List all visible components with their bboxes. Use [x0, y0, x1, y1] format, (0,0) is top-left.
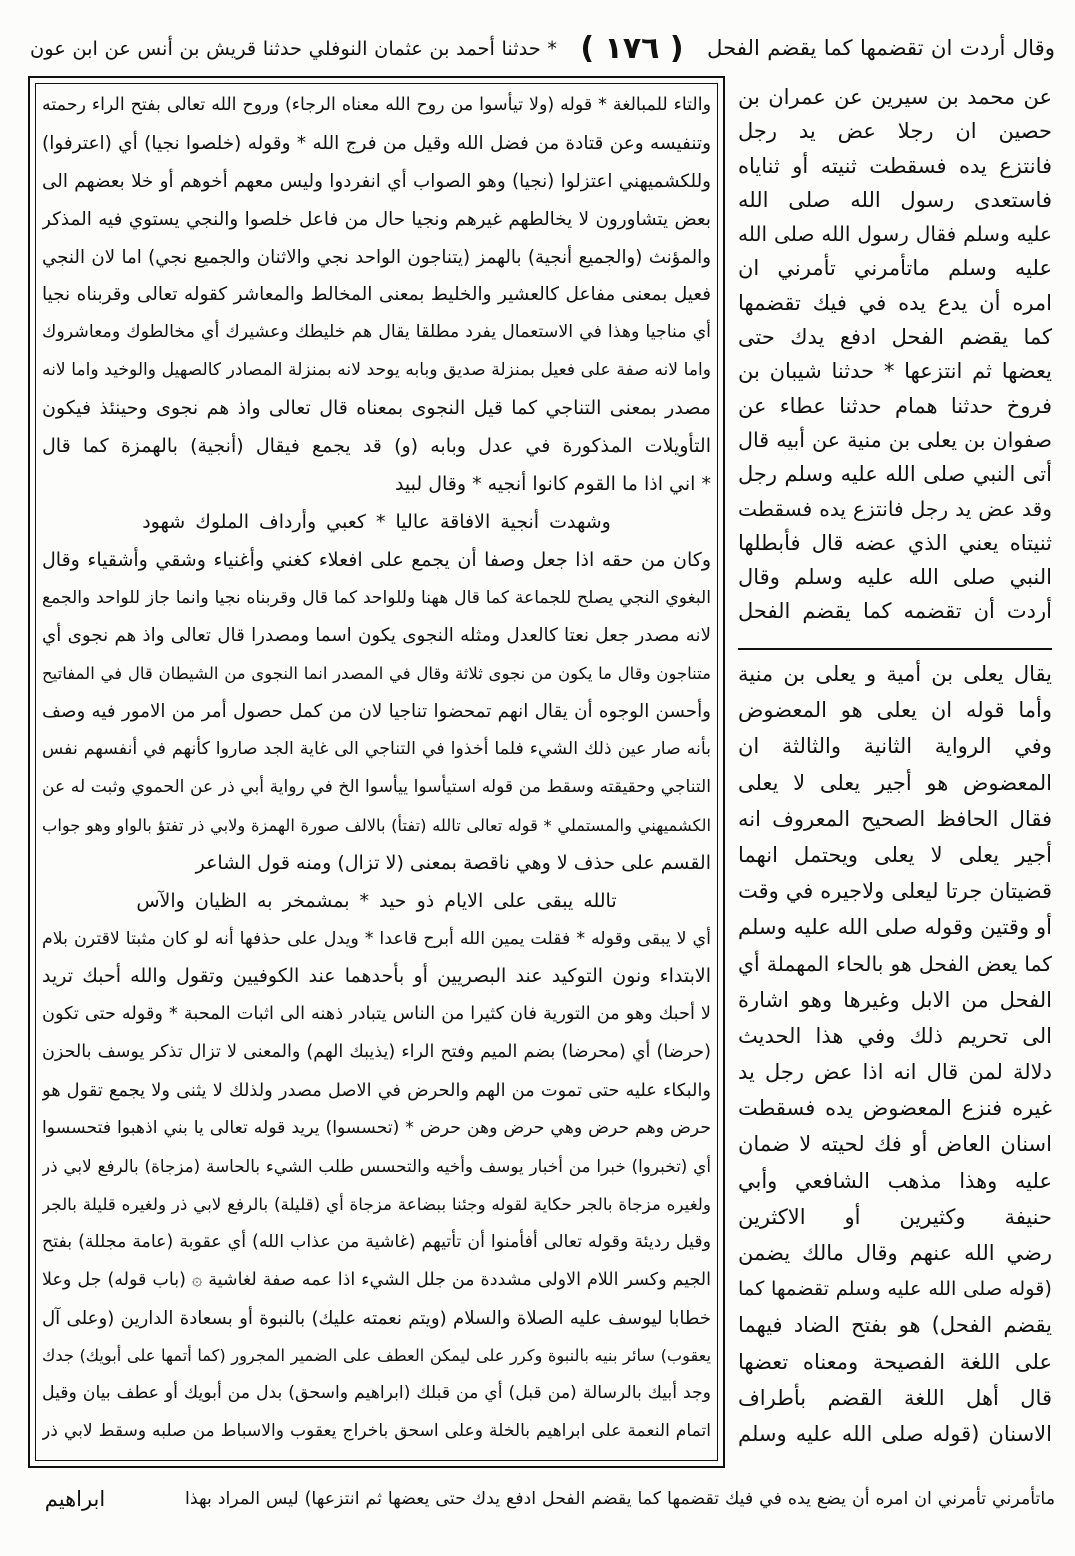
box-line: وللكشميهني اعتزلوا (نجيا) وهو الصواب أي انفردوا وليس معهم أخوهم أو خلا بعضهم الى [42, 170, 711, 192]
commentary-line: على اللغة الفصيحة ومعناه تعضها [738, 1349, 1052, 1374]
matn-line: النبي صلى الله عليه وسلم وقال [738, 565, 1052, 590]
footer-line: ماتأمرني تأمرني ان امره أن يضع يده في فيك تقضمها كما يقضم الفحل ادفع يدك حتى يعضها ثم انتزعها) ليس المراد بهذا [185, 1489, 1055, 1509]
commentary-line: فقال الحافظ الصحيح المعروف انه [738, 806, 1052, 831]
page-footer [30, 1476, 1055, 1522]
commentary-line: رضي الله عنهم وقال مالك يضمن [738, 1241, 1052, 1265]
box-line: وقيل رديئة وقوله تعالى أفأمنوا أن تأتيهم (غاشية من عذاب الله) أي عقوبة (عامة مجللة) بفتح [42, 1231, 711, 1252]
matn-line: أردت أن تقضمه كما يقضم الفحل [738, 599, 1052, 624]
commentary-line: الفحل من الابل وغيرها وهو اشارة [738, 987, 1052, 1012]
matn-line: حصين ان رجلا عض يد رجل [738, 119, 1052, 144]
commentary-box-text [42, 87, 711, 1451]
box-line: والتاء للمبالغة * قوله (ولا تيأسوا من روح الله معناه الرجاء) وروح الله تعالى بفتح الراء رحمته [42, 95, 711, 115]
commentary-line: (قوله صلى الله عليه وسلم تقضمها كما [738, 1277, 1052, 1301]
commentary-line: حنيفة وكثيرين أو الاكثرين [738, 1204, 1052, 1229]
commentary-line: قال أهل اللغة القضم بأطراف [738, 1385, 1052, 1410]
commentary-line: أو وقتين وقوله صلى الله عليه وسلم [738, 915, 1052, 940]
box-line: الابتداء ونون التوكيد عند البصريين أو بأحدهما عند الكوفيين وتقول والله أحبك تريد [42, 965, 711, 988]
box-line: لانه مصدر جعل نعتا كالعدل ومثله النجوى يكون اسما ومصدرا قال تعالى واذ هم نجوى أي [42, 625, 711, 647]
matn-line: صفوان بن يعلى بن منية عن أبيه قال [738, 427, 1052, 452]
box-line: بعض يتشاورون لا يخالطهم غيرهم ونجيا حال من فاعل خلصوا والنجي يستوي فيه المذكر [42, 208, 711, 230]
commentary-line: وأما قوله ان يعلى هو المعضوض [738, 698, 1052, 723]
section-divider [738, 648, 1052, 650]
box-line: تالله يبقى على الايام ذو حيد * بمشمخر به الظيان والآس [136, 889, 617, 912]
matn-line: فاستعدى رسول الله صلى الله [738, 187, 1052, 212]
matn-line: يعضها ثم انتزعها * حدثنا شيبان بن [738, 359, 1052, 384]
commentary-line: عليه وهذا مذهب الشافعي وأبي [738, 1168, 1052, 1193]
box-line: أي مناجيا وهذا في الاستعمال يفرد مطلقا يقال هم خليطك وعشيرك أي مخالطوك ومعاشروك [42, 322, 711, 343]
box-line: وكان من حقه اذا جعل وصفا أن يجمع على افعلاء كغني وأغنياء وشقي وأشقياء وقال [42, 548, 711, 571]
box-line: والمؤنث (والجميع أنجية) بالهمز (يتناجون الواحد نجي والاثنان والجميع نجي) اما لان النجي [42, 246, 711, 268]
box-line: بأنه صار عين ذلك الشيء فلما أخذوا في التناجي الى غاية الجد صاروا كأنهم في أنفسهم نفس [42, 739, 711, 760]
box-line: الكشميهني والمستملي * قوله تعالى تالله (تفتأ) بالالف صورة الهمزة ولابي ذر تفتؤ بالواو وهو جواب [42, 815, 711, 835]
matn-line: فروخ حدثنا همام حدثنا عطاء عن [738, 393, 1052, 418]
commentary-line: كما يعض الفحل هو بالحاء المهملة أي [738, 951, 1052, 976]
box-line: القسم على حذف لا وهي ناقصة بمعنى (لا تزال) ومنه قول الشاعر [195, 851, 711, 874]
box-line: وجد أبيك بالرسالة (من قبل) أي من قبلك (ابراهيم واسحق) بدل من أبويك أو عطف بيان وقيل [42, 1383, 711, 1404]
box-line: التناجي وحقيقته وسقط من قوله استيأسوا ييأسوا الخ في رواية أبي ذر عن الحموي وثبت له عن [42, 777, 711, 798]
box-line: البغوي النجي يصلح للجماعة كما قال ههنا وللواحد كما قال وقربناه نجيا وانما جاز للواحد والجمع [42, 587, 711, 608]
commentary-line: غيره فنزع المعضوض يده فسقطت [738, 1096, 1052, 1121]
commentary-line: يقال يعلى بن أمية و يعلى بن منية [738, 662, 1052, 686]
hadith-commentary-column [738, 656, 1052, 1452]
box-line: حرض وهم حرض وهي حرض وهن حرض * (تحسسوا) يريد قوله تعالى يا بني اذهبوا فتحسسوا [42, 1118, 711, 1139]
box-line: متناجون وقال ما يكون من نجوى ثلاثة وقال في المصدر انما النجوى من الشيطان قال في المفاتيح [42, 664, 711, 684]
box-line: مصدر بمعنى التناجي كما قيل النجوى بمعناه قال تعالى واذ هم نجوى وحينئذ فيكون [42, 397, 711, 420]
box-line: لا أحبك وهو من التورية فان كثيرا من الناس يتبادر ذهنه الى اثبات المحبة * وقوله حتى تكون [42, 1004, 711, 1025]
commentary-line: وفي الرواية الثانية والثالثة ان [738, 734, 1052, 759]
box-line: واما لانه صفة على فعيل بمنزلة صديق وبابه يوحد لانه بمنزلة المصادر كالصهيل والوخيد واما لانه [42, 360, 711, 381]
matn-line: أتى النبي صلى الله عليه وسلم رجل [738, 462, 1052, 487]
matn-line: عليه وسلم ماتأمرني تأمرني ان [738, 256, 1052, 281]
box-line: يعقوب) سائر بنيه بالنبوة وكرر على ليمكن العطف على الضمير المجرور (كما أتمها على أبويك) جدك [42, 1346, 711, 1366]
commentary-line: الى تحريم ذلك وفي هذا الحديث [738, 1023, 1052, 1048]
matn-line: عليه وسلم فقال رسول الله صلى الله [738, 222, 1052, 247]
commentary-line: قضيتان جرتا ليعلى ولاجيره في وقت [738, 879, 1052, 904]
box-line: وشهدت أنجية الافاقة عاليا * كعبي وأرداف الملوك شهود [142, 510, 611, 533]
box-line: * اني اذا ما القوم كانوا أنجيه * وقال لبيد [394, 472, 711, 495]
box-line: وأحسن الوجوه أن يقال انهم تمحضوا تناجيا لان من كمل حصول أمر من الامور فيه وصف [42, 701, 711, 723]
box-line: فعيل بمعنى مفاعل كالعشير والخليط بمعنى المخالط والمعاشر كقوله تعالى وقربناه نجيا [42, 284, 711, 306]
commentary-line: الاسنان (قوله صلى الله عليه وسلم [738, 1421, 1052, 1446]
box-line: الجيم وكسر اللام الاولى مشددة من جلل الشيء اذا عمه صفة لغاشية ۞ (باب قوله) جل وعلا [42, 1269, 711, 1290]
box-line: وتنفيسه وعن قتادة من فضل الله وقيل من فرج الله * وقوله (خلصوا نجيا) أي (اعترفوا) [42, 132, 711, 154]
header-isnad-text: * حدثنا أحمد بن عثمان النوفلي حدثنا قريش بن أنس عن ابن عون [30, 37, 557, 60]
commentary-box [28, 76, 725, 1468]
catchword: ابراهيم [44, 1487, 106, 1511]
matn-line: امره أن يدع يده في فيك تقضمها [738, 290, 1052, 315]
matn-line: ثنيتاه يعني الذي عضه قال فأبطلها [738, 530, 1052, 555]
page-header [30, 26, 1055, 72]
matn-line: عن محمد بن سيرين عن عمران بن [738, 85, 1052, 109]
box-line: ولغيره مزجاة بالجر حكاية لقوله وجئنا ببضاعة مزجاة أي (قليلة) بالرفع لابي ذر ولغيره قليلة بالجر [42, 1193, 711, 1214]
header-hadith-text: وقال أردت ان تقضمها كما يقضم الفحل [707, 36, 1055, 61]
matn-line: فانتزع يده فسقطت ثنيته أو ثناياه [738, 153, 1052, 178]
matn-line: كما يقضم الفحل ادفع يدك حتى [738, 325, 1052, 350]
commentary-box-inner-border [35, 83, 718, 1461]
commentary-line: اسنان العاض أو فك لحيته لا ضمان [738, 1132, 1052, 1157]
box-line: اتمام النعمة على ابراهيم بالخلة وعلى اسحق باخراج يعقوب والاسباط من صلبه وسقط لابي ذر [42, 1421, 711, 1442]
commentary-line: يقضم الفحل) هو بفتح الضاد فيهما [738, 1313, 1052, 1338]
hadith-text-column [738, 80, 1052, 629]
matn-line: وقد عض يد رجل فانتزع يده فسقطت [738, 496, 1052, 521]
page-number: ( ١٧٦ ) [580, 31, 684, 66]
commentary-line: أجير يعلى لا يعلى ويحتمل انهما [738, 842, 1052, 867]
box-line: (حرضا) أي (محرضا) بضم الميم وفتح الراء (يذيبك الهم) والمعنى لا تزال تذكر يوسف بالحزن [42, 1042, 711, 1063]
commentary-line: دلالة لمن قال انه اذا عض رجل يد [738, 1060, 1052, 1085]
box-line: والبكاء عليه حتى تموت من الهم والحرض في الاصل مصدر ولذلك لا يثنى ولا يجمع تقول هو [42, 1080, 711, 1102]
commentary-line: المعضوض هو أجير يعلى لا يعلى [738, 770, 1052, 795]
box-line: التأويلات المذكورة في عدل وبابه (و) قد يجمع فيقال (أنجية) بالهمزة كما قال [42, 435, 711, 458]
box-line: خطابا ليوسف عليه الصلاة والسلام (ويتم نعمته عليك) بالنبوة أو بسعادة الدارين (وعلى آل [42, 1307, 711, 1329]
box-line: أي لا يبقى وقوله * فقلت يمين الله أبرح قاعدا * ويدل على حذفها أنه لو كان مثبتا لاقترن بلام [42, 928, 711, 949]
box-line: أي (تخبروا) خبرا من أخبار يوسف وأخيه والتحسس طلب الشيء بالحاسة (مزجاة) بالرفع لابي ذر [42, 1155, 711, 1176]
